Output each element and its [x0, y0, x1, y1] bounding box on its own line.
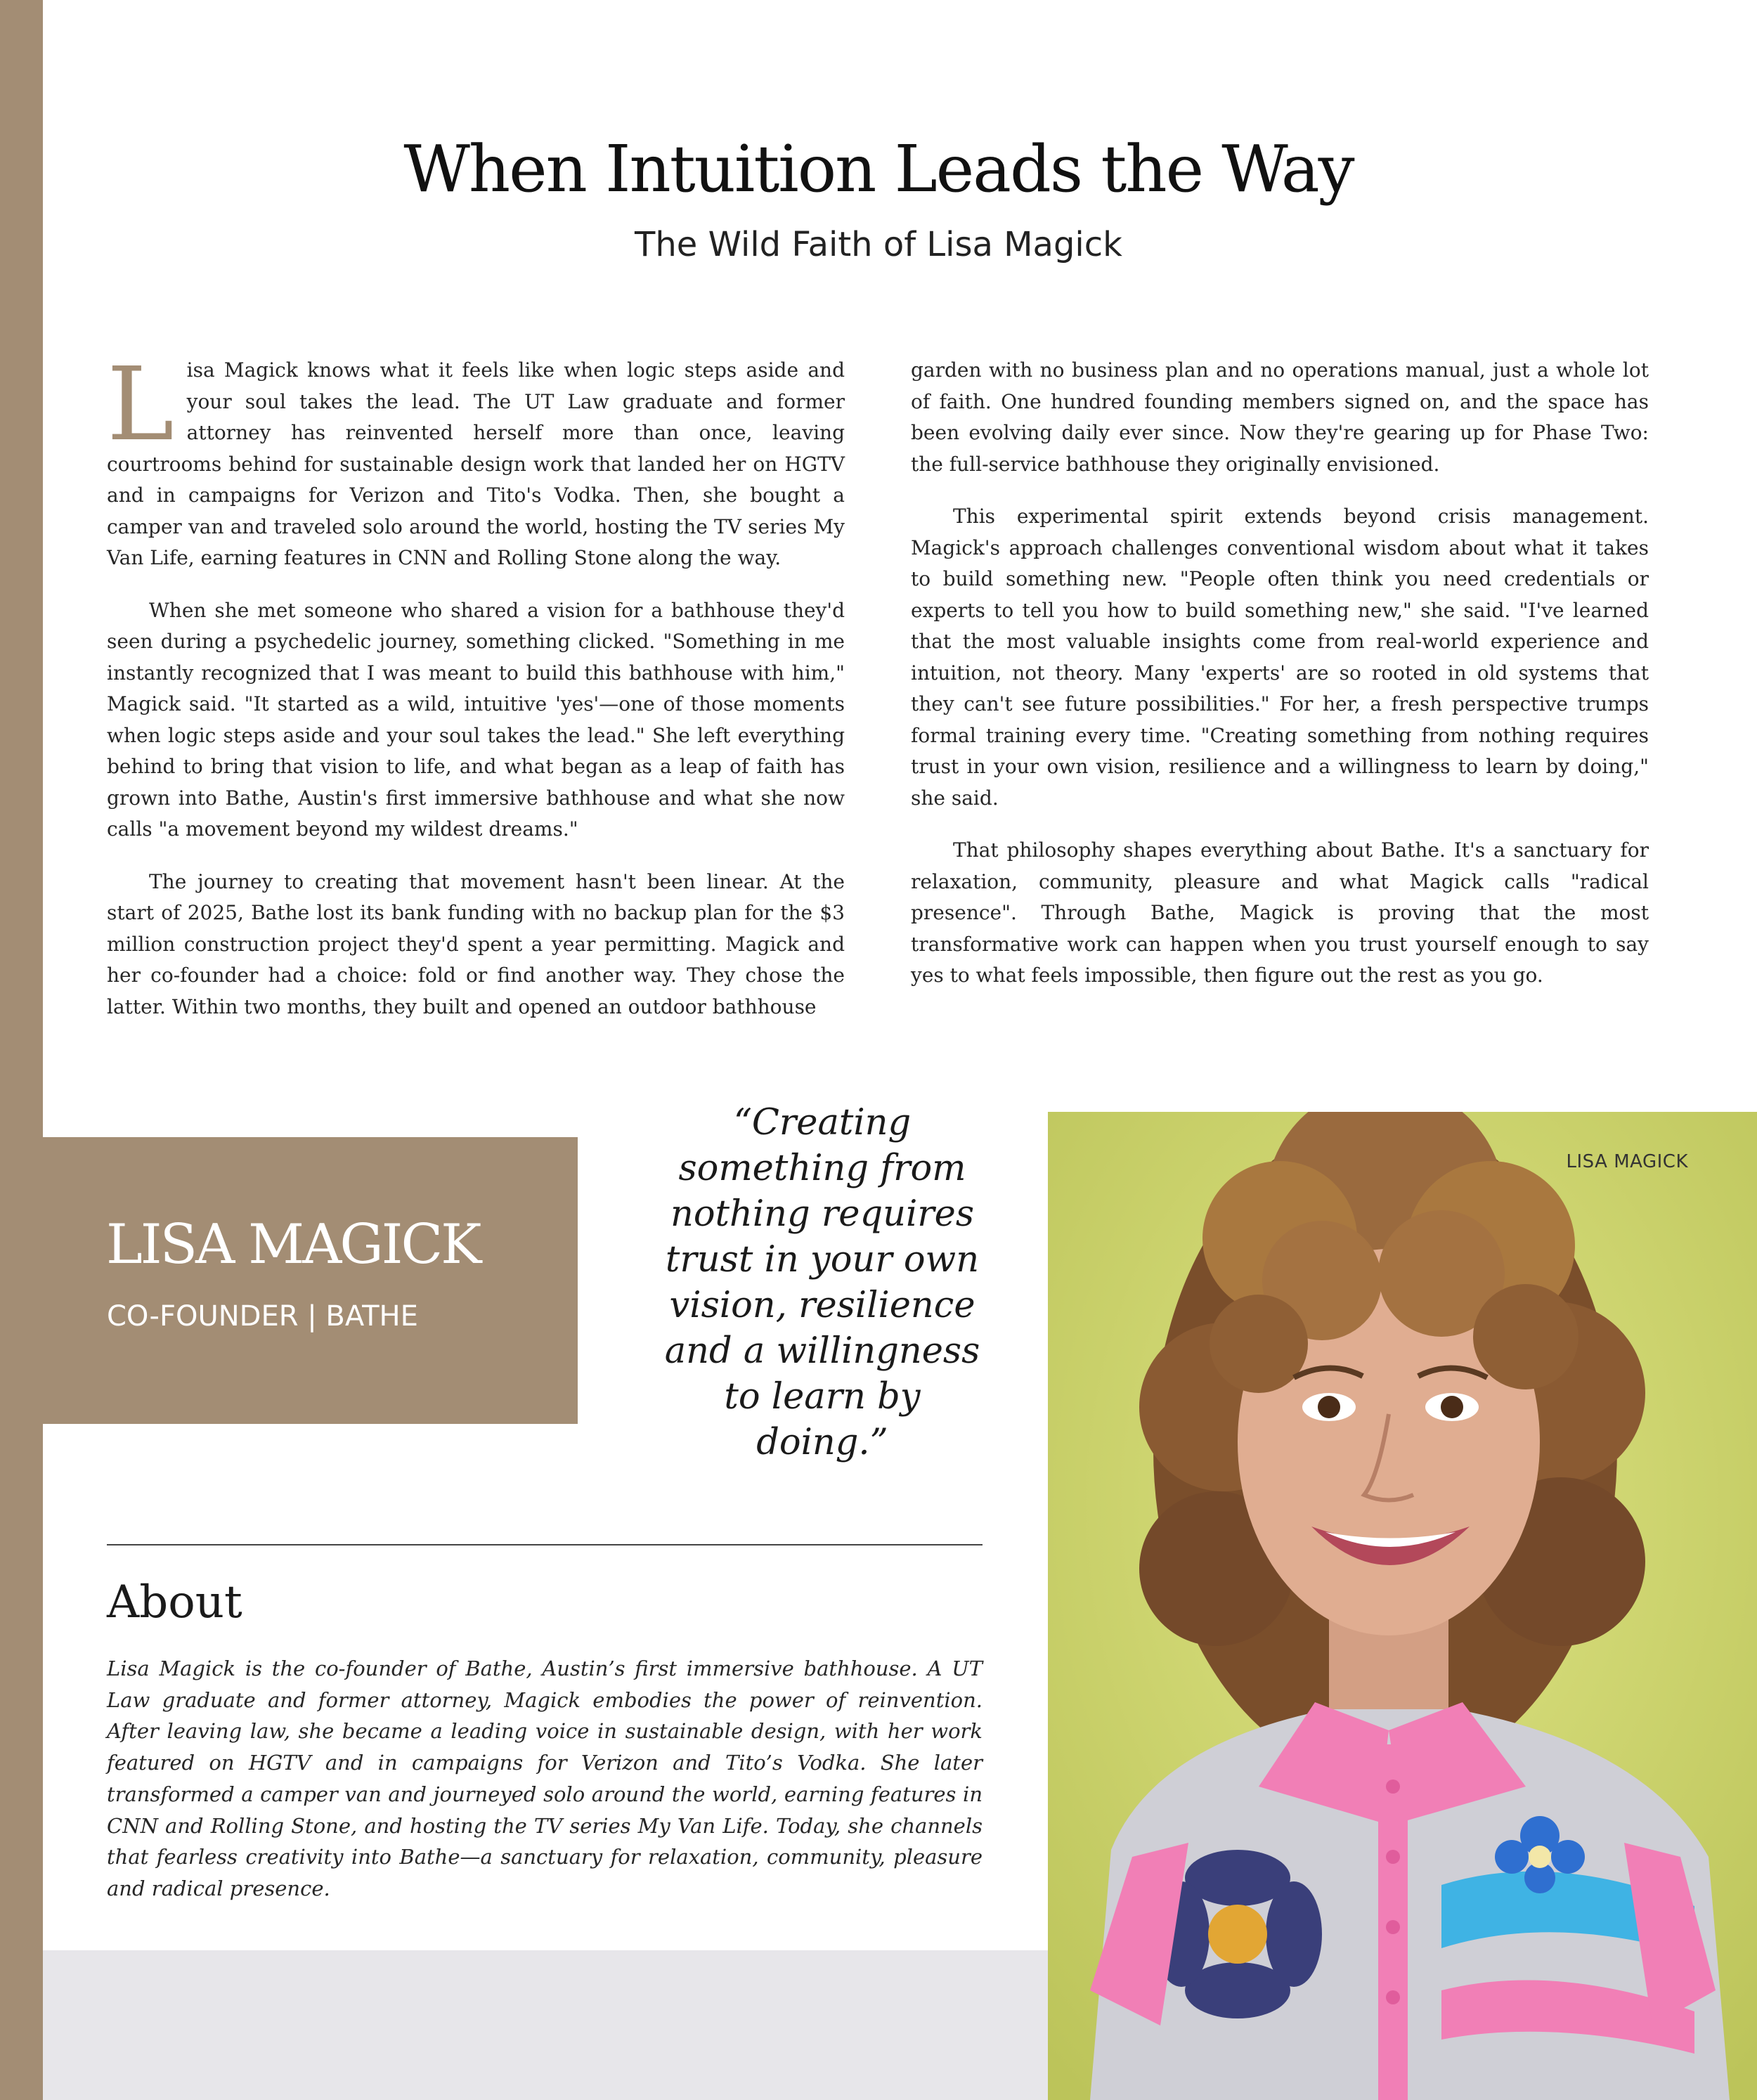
- article-paragraph: garden with no business plan and no operations manual, just a whole lot of faith. One hundred founding members signed on, and the space has been evolving daily ever since. Now they're gearing up for Phase Two: the full-service bathhouse they originally envisioned.: [911, 358, 1649, 476]
- article-subtitle: The Wild Faith of Lisa Magick: [635, 225, 1122, 264]
- portrait-illustration: [1048, 1112, 1757, 2100]
- bottom-band: [43, 1950, 1048, 2100]
- article-paragraph: When she met someone who shared a vision for a bathhouse they'd seen during a psychedelic journey, something clicked. "Something in me instantly recognized that I was meant to build this bathhouse with him," Magick said. "It started as a wild, intuitive 'yes'—one of those moments when logic steps aside and your soul takes the lead." She left everything behind to bring that vision to life, and what began as a leap of faith has grown into Bathe, Austin's first immersive bathhouse and what she now calls "a movement beyond my wildest dreams.": [107, 598, 845, 841]
- profile-name: LISA MAGICK: [106, 1213, 480, 1276]
- left-accent-bar: [0, 0, 43, 2100]
- article-paragraph: This experimental spirit extends beyond crisis management. Magick's approach challenges conventional wisdom about what it takes to build something new. "People often think you need credentials or experts to tell you how to build something new," she said. "I've learned that the most valuable insights come from real-world experience and intuition, not theory. Many 'experts' are so rooted in old systems that they can't see future possibilities." For her, a fresh perspective trumps formal training every time. "Creating something from nothing requires trust in your own vision, resilience and a willingness to learn by doing," she said.: [911, 505, 1649, 810]
- paragraph-text: isa Magick knows what it feels like when logic steps aside and your soul takes the lead. The UT Law graduate and former attorney has reinvented herself more than once, leaving courtrooms behind for sustainable design work that landed her on HGTV and in campaigns for Verizon and Tito's Vodka. Then, she bought a camper van and traveled solo around the world, hosting the TV series My Van Life, earning features in CNN and Rolling Stone along the way.: [107, 358, 845, 569]
- article-column-left: [107, 345, 845, 1044]
- about-text: Lisa Magick is the co-founder of Bathe, Austin’s first immersive bathhouse. A UT Law graduate and former attorney, Magick embodies the power of reinvention. After leaving law, she became a leading voice in sustainable design, with her work featured on HGTV and in campaigns for Verizon and Tito’s Vodka. She later transformed a camper van and journeyed solo around the world, earning features in CNN and Rolling Stone, and hosting the TV series My Van Life. Today, she channels that fearless creativity into Bathe—a sanctuary for relaxation, community, pleasure and radical presence.: [107, 1657, 983, 1900]
- portrait-photo: [1048, 1112, 1757, 2100]
- drop-cap: L: [107, 345, 174, 463]
- article-paragraph: [107, 345, 845, 574]
- profile-role: CO-FOUNDER | BATHE: [107, 1300, 418, 1333]
- section-divider: [107, 1544, 983, 1545]
- photo-caption: LISA MAGICK: [1566, 1151, 1688, 1172]
- profile-name-block: [43, 1137, 578, 1424]
- article-column-right: [911, 355, 1649, 1013]
- article-paragraph: The journey to creating that movement hasn't been linear. At the start of 2025, Bathe lost its bank funding with no backup plan for the $3 million construction project they'd spent a year permitting. Magick and her co-founder had a choice: fold or find another way. They chose the latter. Within two months, they built and opened an outdoor bathhouse: [107, 869, 845, 1018]
- about-heading: About: [107, 1576, 242, 1628]
- pull-quote: “Creating something from nothing requires trust in your own vision, resilience and a willingness to learn by doing.”: [664, 1102, 980, 1463]
- article-title: When Intuition Leads the Way: [403, 131, 1354, 207]
- article-paragraph: That philosophy shapes everything about Bathe. It's a sanctuary for relaxation, community, pleasure and what Magick calls "radical presence". Through Bathe, Magick is proving that the most transformative work can happen when you trust yourself enough to say yes to what feels impossible, then figure out the rest as you go.: [911, 838, 1649, 987]
